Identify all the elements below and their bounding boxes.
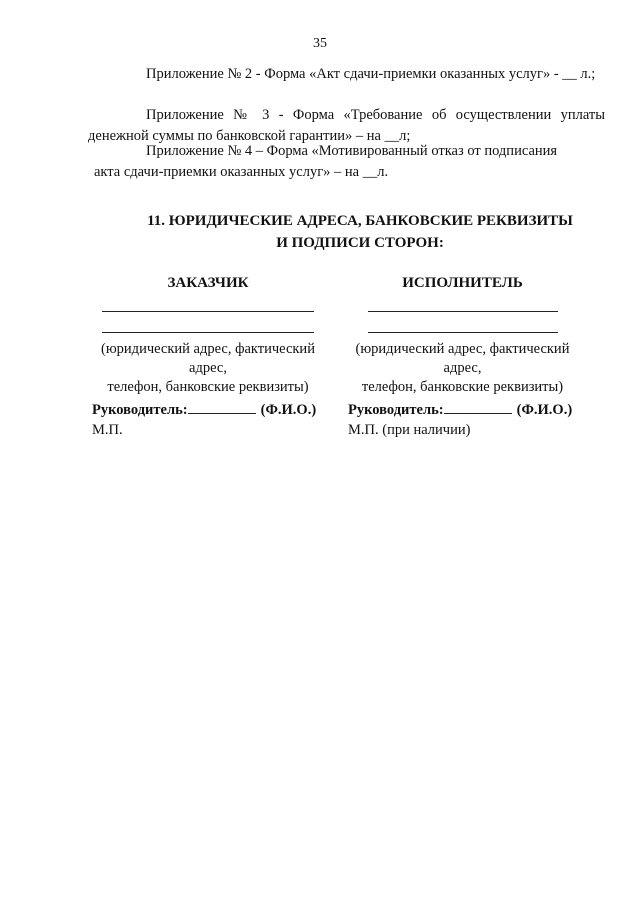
customer-head-suffix: (Ф.И.О.) bbox=[260, 402, 317, 418]
appendix-4 bbox=[88, 141, 605, 183]
appendix-4-line-1 bbox=[88, 141, 605, 162]
appendix-4-text-2: акта сдачи-приемки оказанных услуг» – на __л. bbox=[94, 164, 389, 180]
appendix-4-line-2 bbox=[88, 162, 605, 183]
executor-signature-line-2 bbox=[368, 332, 558, 333]
customer-address-note-line-1: (юридический адрес, фактический bbox=[101, 341, 315, 357]
executor-stamp: М.П. (при наличии) bbox=[348, 422, 471, 438]
customer-head-blank bbox=[188, 401, 256, 414]
customer-signature-line-1 bbox=[102, 311, 314, 312]
page-number: 35 bbox=[313, 36, 327, 51]
section-title-line-2: И ПОДПИСИ СТОРОН: bbox=[276, 235, 444, 251]
executor-address-note bbox=[340, 340, 585, 397]
customer-block bbox=[88, 272, 328, 440]
executor-head-line bbox=[348, 401, 585, 420]
appendix-2 bbox=[88, 64, 605, 85]
executor-address-note-line-1: (юридический адрес, фактический bbox=[355, 341, 570, 357]
customer-head-label: Руководитель: bbox=[92, 402, 188, 418]
executor-head-blank bbox=[444, 401, 512, 414]
executor-head-suffix: (Ф.И.О.) bbox=[516, 402, 573, 418]
customer-address-note-line-3: телефон, банковские реквизиты) bbox=[107, 379, 309, 395]
executor-head-label: Руководитель: bbox=[348, 402, 444, 418]
customer-signature-line-2 bbox=[102, 332, 314, 333]
executor-title: ИСПОЛНИТЕЛЬ bbox=[402, 275, 523, 291]
appendix-3-text: Приложение № 3 - Форма «Требование об осуществлении уплаты денежной суммы по банковской гарантии» – на __л; bbox=[88, 107, 605, 144]
executor-block bbox=[340, 272, 585, 440]
customer-stamp: М.П. bbox=[92, 422, 123, 438]
customer-head-line bbox=[92, 401, 328, 420]
appendix-4-text-1: Приложение № 4 – Форма «Мотивированный отказ от подписания bbox=[146, 143, 558, 159]
section-title bbox=[100, 210, 620, 254]
executor-address-note-line-3: телефон, банковские реквизиты) bbox=[361, 379, 564, 395]
appendix-2-text: Приложение № 2 - Форма «Акт сдачи-приемки оказанных услуг» - __ л.; bbox=[146, 66, 596, 82]
customer-address-note bbox=[88, 340, 328, 397]
customer-title: ЗАКАЗЧИК bbox=[167, 275, 249, 291]
executor-address-note-line-2: адрес, bbox=[443, 360, 482, 376]
executor-signature-line-1 bbox=[368, 311, 558, 312]
section-title-line-1: 11. ЮРИДИЧЕСКИЕ АДРЕСА, БАНКОВСКИЕ РЕКВИЗИТЫ bbox=[147, 213, 573, 229]
customer-address-note-line-2: адрес, bbox=[189, 360, 227, 376]
